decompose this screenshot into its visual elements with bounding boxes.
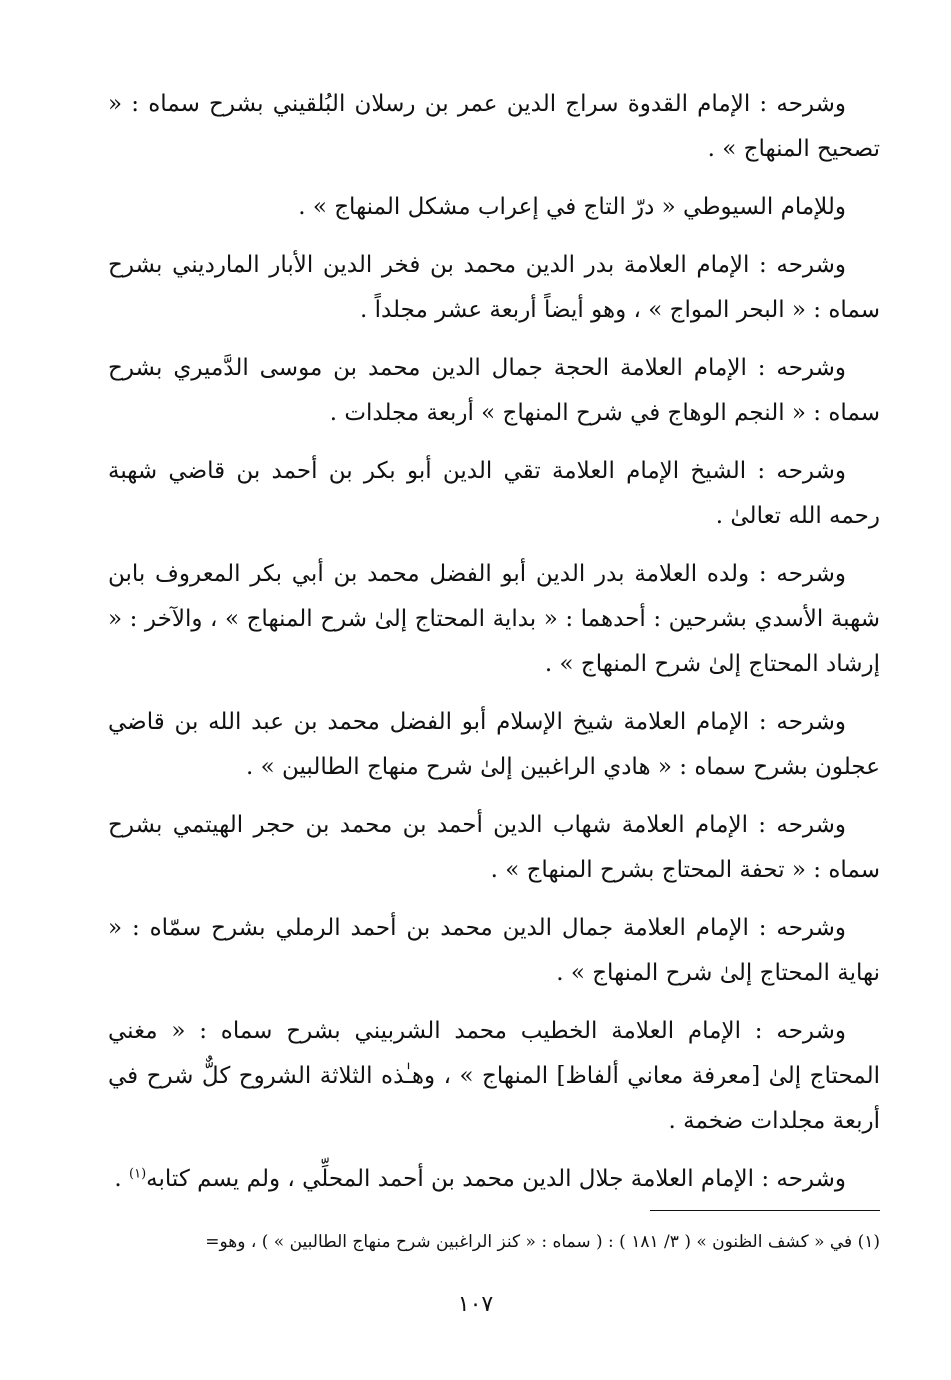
footnote: (١) في « كشف الظنون » ( ٣/ ١٨١ ) : ( سماه : « كنز الراغبين شرح منهاج الطالبين » ) ، وهو= [205,1232,880,1252]
paragraph: وشرحه : الإمام العلامة بدر الدين محمد بن فخر الدين الأبار المارديني بشرح سماه : « البحر المواج » ، وهو أيضاً أربعة عشر مجلداً . [108,252,880,323]
paragraph: وشرحه : الإمام العلامة شيخ الإسلام أبو الفضل محمد بن عبد الله بن قاضي عجلون بشرح سماه : « هادي الراغبين إلىٰ شرح منهاج الطالبين » . [108,709,880,780]
paragraph-last [108,1157,880,1202]
paragraph: وشرحه : الإمام العلامة شهاب الدين أحمد بن محمد بن حجر الهيتمي بشرح سماه : « تحفة المحتاج بشرح المنهاج » . [108,812,880,883]
paragraph: وللإمام السيوطي « درّ التاج في إعراب مشكل المنهاج » . [298,194,846,220]
paragraph: وشرحه : الإمام العلامة جمال الدين محمد بن أحمد الرملي بشرح سمّاه : « نهاية المحتاج إلىٰ شرح المنهاج » . [108,915,880,986]
main-text [108,82,880,1215]
paragraph: وشرحه : الإمام العلامة الحجة جمال الدين محمد بن موسى الدَّميري بشرح سماه : « النجم الوهاج في شرح المنهاج » أربعة مجلدات . [108,355,880,426]
footnote-separator [650,1210,880,1211]
paragraph: وشرحه : الشيخ الإمام العلامة تقي الدين أبو بكر بن أحمد بن قاضي شهبة رحمه الله تعالىٰ . [108,458,880,529]
paragraph-last-text: وشرحه : الإمام العلامة جلال الدين محمد بن أحمد المحلِّي ، ولم يسم كتابه [146,1166,846,1192]
paragraph: وشرحه : ولده العلامة بدر الدين أبو الفضل محمد بن أبي بكر المعروف بابن شهبة الأسدي بشرحين : أحدهما : « بداية المحتاج إلىٰ شرح المنهاج » ، والآخر : « إرشاد المحتاج إلىٰ شرح المنهاج » . [108,561,880,677]
paragraph-last-end: . [114,1166,130,1192]
footnote-reference: (١) [129,1166,147,1182]
paragraph: وشرحه : الإمام القدوة سراج الدين عمر بن رسلان البُلقيني بشرح سماه : « تصحيح المنهاج » . [108,91,880,162]
page-number: ١٠٧ [457,1292,494,1317]
paragraph: وشرحه : الإمام العلامة الخطيب محمد الشربيني بشرح سماه : « مغني المحتاج إلىٰ [معرفة معاني ألفاظ] المنهاج » ، وهـٰذه الثلاثة الشروح كلٌّ شرح في أربعة مجلدات ضخمة . [108,1018,880,1134]
